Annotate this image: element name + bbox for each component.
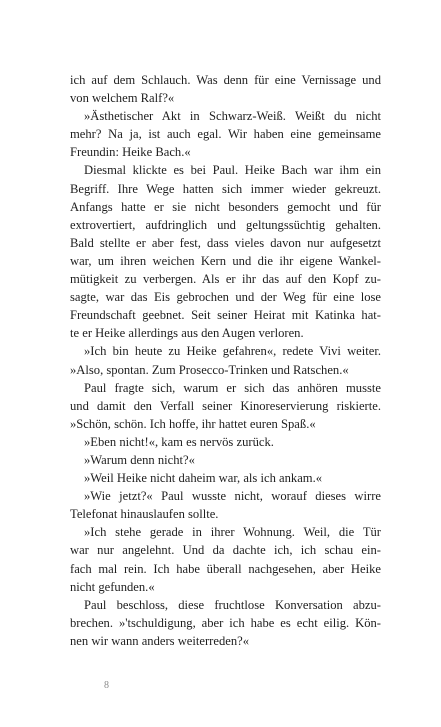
- text-line: »Schön, schön. Ich hoffe, ihr hattet euren Spaß.«: [70, 416, 316, 431]
- text-line: mehr? Na ja, ist auch egal. Wir haben eine gemeinsame: [70, 127, 381, 142]
- text-line: war nur angelehnt. Und da dachte ich, ich schau ein-: [70, 543, 381, 558]
- text-line: »Ästhetischer Akt in Schwarz-Weiß. Weißt du nicht: [84, 109, 381, 124]
- body-text: [70, 71, 381, 650]
- text-line: »Warum denn nicht?«: [84, 452, 195, 467]
- text-line: Begriff. Ihre Wege hatten sich immer wieder gekreuzt.: [70, 181, 381, 196]
- text-line: fach mal rein. Ich habe überall nachgesehen, aber Heike: [70, 561, 381, 576]
- text-line: Paul fragte sich, warum er sich das anhören musste: [84, 380, 381, 395]
- text-line: nicht gefunden.«: [70, 579, 155, 594]
- text-line: war, um ihren weichen Kern und die ihr eigene Wankel-: [70, 253, 381, 268]
- text-line: Freundin: Heike Bach.«: [70, 145, 191, 160]
- page-number: 8: [104, 680, 109, 691]
- text-line: Freundschaft geebnet. Seit seiner Heirat mit Katinka hat-: [70, 308, 381, 323]
- text-line: mütigkeit zu verbergen. Als er ihr das auf den Kopf zu-: [70, 272, 381, 287]
- text-line: »Also, spontan. Zum Prosecco-Trinken und Ratschen.«: [70, 362, 349, 377]
- text-line: »Ich bin heute zu Heike gefahren«, redete Vivi weiter.: [84, 344, 381, 359]
- text-line: Bald stellte er aber fest, dass vieles davon nur aufgesetzt: [70, 235, 381, 250]
- text-line: »Wie jetzt?« Paul wusste nicht, worauf dieses wirre: [84, 489, 381, 504]
- text-line: te er Heike allerdings aus den Augen verloren.: [70, 326, 304, 341]
- text-line: ich auf dem Schlauch. Was denn für eine Vernissage und: [70, 73, 381, 87]
- text-line: Anfangs hatte er sie nicht besonders gemocht und für: [70, 199, 381, 214]
- text-line: und damit den Verfall seiner Kinoreservierung riskierte.: [70, 398, 381, 413]
- text-line: sagte, war das Eis gebrochen und der Weg für eine lose: [70, 290, 381, 305]
- text-line: »Eben nicht!«, kam es nervös zurück.: [84, 434, 274, 449]
- text-line: extrovertiert, aufdringlich und geltungssüchtig gehalten.: [70, 217, 381, 232]
- text-line: »Weil Heike nicht daheim war, als ich ankam.«: [84, 471, 323, 486]
- text-line: Telefonat hinauslaufen sollte.: [70, 507, 219, 522]
- text-line: Diesmal klickte es bei Paul. Heike Bach war ihm ein: [84, 163, 381, 178]
- text-line: »Ich stehe gerade in ihrer Wohnung. Weil, die Tür: [84, 525, 381, 540]
- text-line: Paul beschloss, diese fruchtlose Konversation abzu-: [84, 597, 381, 612]
- text-line: brechen. »'tschuldigung, aber ich habe es echt eilig. Kön-: [70, 615, 381, 630]
- text-line: von welchem Ralf?«: [70, 91, 175, 106]
- text-line: nen wir wann anders weiterreden?«: [70, 633, 250, 648]
